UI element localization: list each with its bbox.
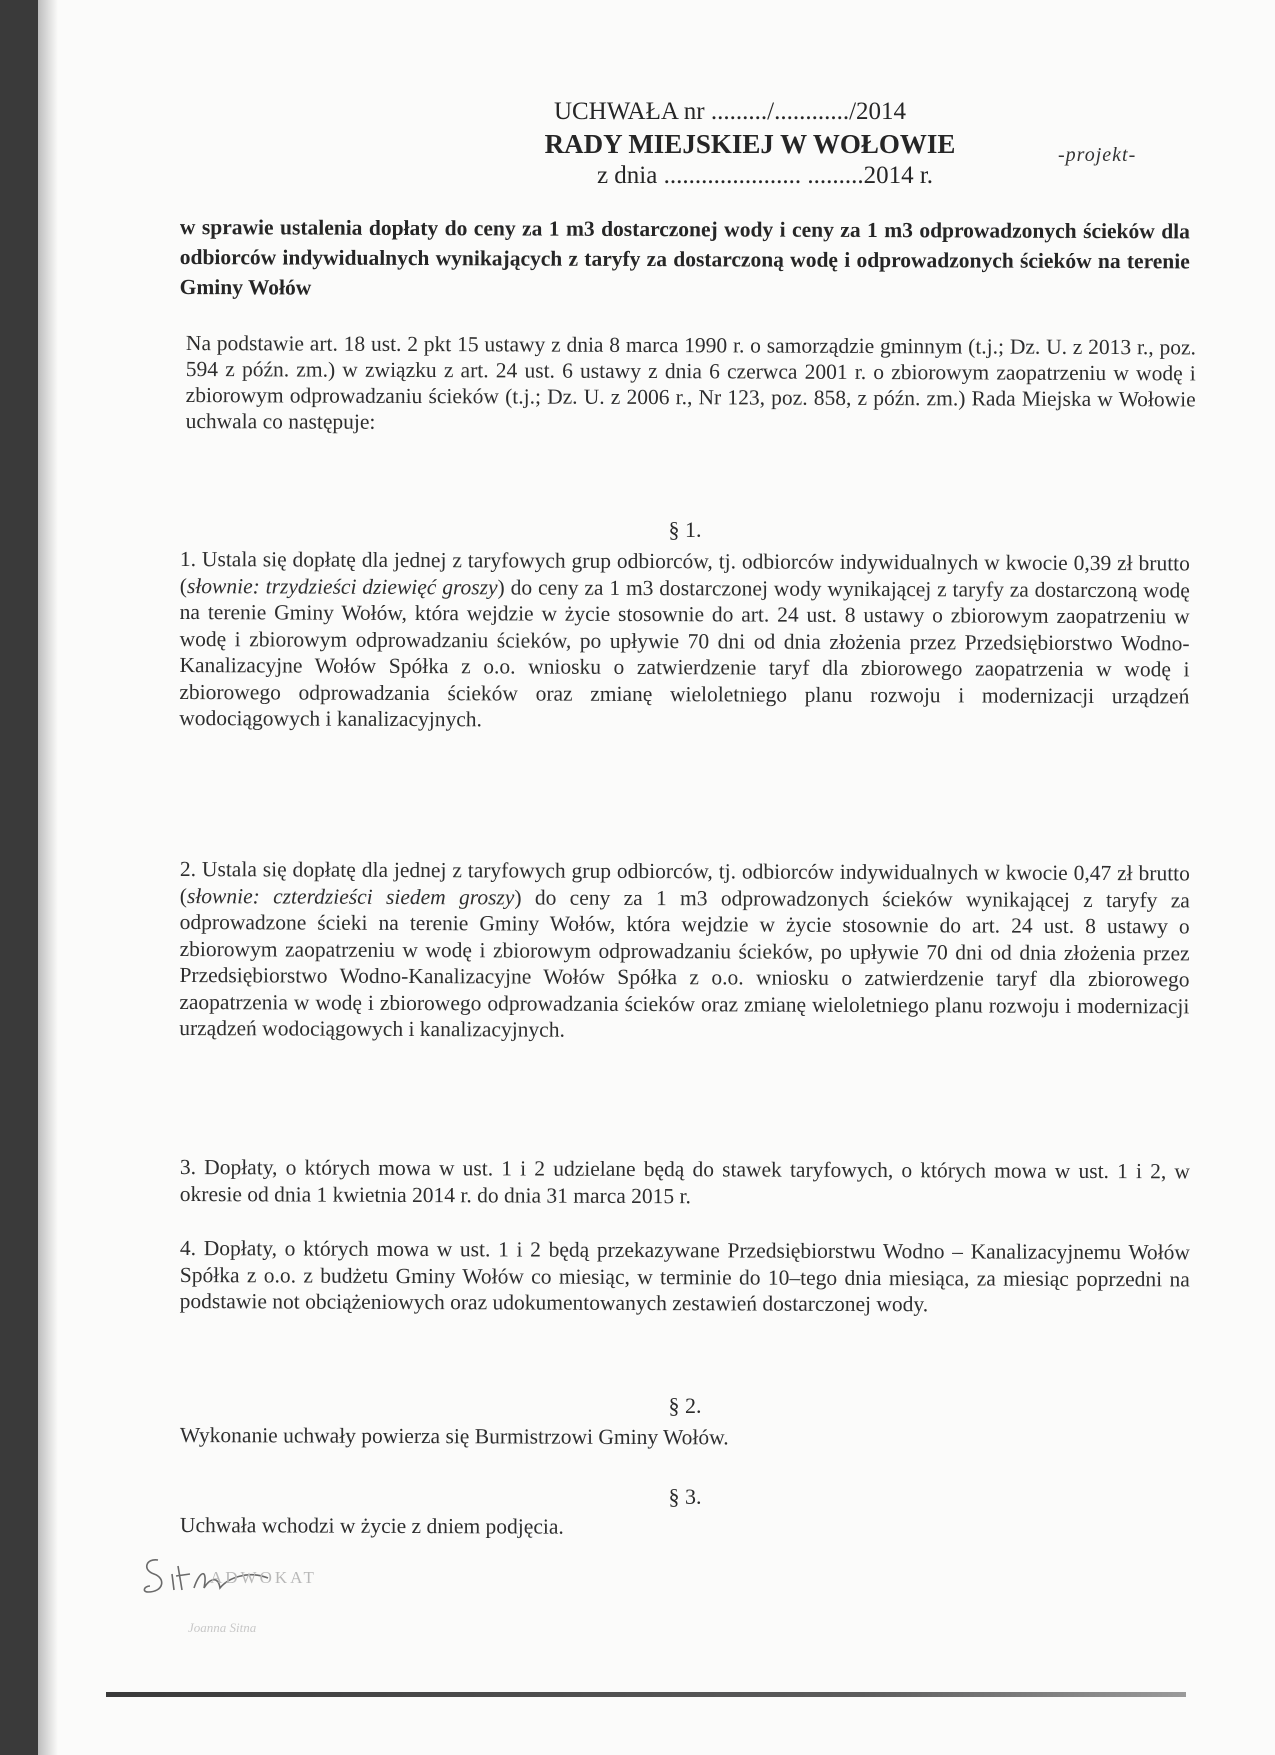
- point-1-text-b: ) do ceny za 1 m3 dostarczonej wody wynikającej z taryfy za dostarczoną wodę na terenie Gminy Wołów, która wejdzie w życie stosownie do art. 24 ust. 8 ustawy o zbiorowym zaopatrzeniu w wodę i zbiorowym odprowadzaniu ścieków, po upływie 70 dni od dnia złożenia przez Przedsiębiorstwo Wodno-Kanalizacyjne Wołów Spółka z o.o. wniosku o zatwierdzenie taryf dla zbiorowego zaopatrzenia w wodę i zbiorowego odprowadzania ścieków oraz zmianę wieloletniego planu rozwoju i modernizacji urządzeń wodociągowych i kanalizacyjnych.: [179, 574, 1190, 732]
- council-name: RADY MIEJSKIEJ W WOŁOWIE: [544, 129, 956, 159]
- section-1-point-2: [179, 856, 1190, 1046]
- point-1-text-a: 1. Ustala się dopłatę dla jednej z taryfowych grup odbiorców, tj. odbiorców indywidualnych w kwocie 0,39 zł brutto (: [179, 547, 1190, 598]
- point-2-text-b: ) do ceny za 1 m3 odprowadzonych ścieków wynikającej z taryfy za odprowadzone ścieki na terenie Gminy Wołów, która wejdzie w życie stosownie do art. 24 ust. 8 ustawy o zbiorowym zaopatrzeniu w wodę i zbiorowym odprowadzaniu ścieków, po upływie 70 dni od dnia złożenia przez Przedsiębiorstwo Wodno-Kanalizacyjne Wołów Spółka z o.o. wniosku o zatwierdzenie taryf dla zbiorowego zaopatrzenia w wodę i zbiorowego odprowadzania ścieków oraz zmianę wieloletniego planu rozwoju i modernizacji urządzeń wodociągowych i kanalizacyjnych.: [179, 884, 1190, 1042]
- stamp-name: Joanna Sitna: [188, 1620, 257, 1635]
- point-2-text-a: 2. Ustala się dopłatę dla jednej z taryfowych grup odbiorców, tj. odbiorców indywidualnych w kwocie 0,47 zł brutto (: [179, 857, 1190, 908]
- legal-basis-preamble: Na podstawie art. 18 ust. 2 pkt 15 ustawy z dnia 8 marca 1990 r. o samorządzie gminnym (t.j.; Dz. U. z 2013 r., poz. 594 z późn. zm.) w związku z art. 24 ust. 6 ustawy z dnia 6 czerwca 2001 r. o zbiorowym zaopatrzeniu w wodę i zbiorowym odprowadzaniu ścieków (t.j.; Dz. U. z 2006 r., Nr 123, poz. 858, z późn. zm.) Rada Miejska w Wołowie uchwala co następuje:: [185, 331, 1196, 434]
- advocate-stamp: ADWOKAT: [210, 1568, 317, 1587]
- section-1-title: § 1.: [668, 517, 702, 542]
- bottom-rule: [106, 1692, 1186, 1697]
- resolution-header: [490, 96, 1010, 192]
- section-1-point-4: 4. Dopłaty, o których mowa w ust. 1 i 2 będą przekazywane Przedsiębiorstwu Wodno – Kanalizacyjnemu Wołów Spółka z o.o. z budżetu Gminy Wołów co miesiąc, w terminie do 10–tego dnia miesiąca, za miesiąc poprzedni na podstawie not obciążeniowych oraz udokumentowanych zestawień dostarczonej wody.: [179, 1236, 1190, 1317]
- section-3-text: Uchwała wchodzi w życie z dniem podjęcia.: [179, 1513, 564, 1539]
- document-page: [38, 0, 1275, 1755]
- section-2-title: § 2.: [668, 1393, 702, 1418]
- draft-label: -projekt-: [1058, 144, 1137, 166]
- section-1-point-3: 3. Dopłaty, o których mowa w ust. 1 i 2 udzielane będą do stawek taryfowych, o których mowa w ust. 1 i 2, w okresie od dnia 1 kwietnia 2014 r. do dnia 31 marca 2015 r.: [179, 1155, 1190, 1208]
- resolution-subject: w sprawie ustalenia dopłaty do ceny za 1 m3 dostarczonej wody i ceny za 1 m3 odprowadzonych ścieków dla odbiorców indywidualnych wynikających z taryfy za dostarczoną wodę i odprowadzonych ścieków na terenie Gminy Wołów: [179, 214, 1190, 300]
- scan-edge-shadow: [38, 0, 58, 1755]
- point-2-amount-words: słownie: czterdzieści siedem groszy: [186, 883, 515, 909]
- point-1-amount-words: słownie: trzydzieści dziewięć groszy: [186, 573, 498, 599]
- section-1-point-1: [179, 546, 1190, 736]
- section-3-title: § 3.: [668, 1484, 702, 1509]
- section-2-text: Wykonanie uchwały powierza się Burmistrzowi Gminy Wołów.: [179, 1423, 729, 1450]
- resolution-date: z dnia ...................... .........2014 r.: [596, 162, 934, 189]
- resolution-number: UCHWAŁA nr ........./............/2014: [553, 98, 907, 125]
